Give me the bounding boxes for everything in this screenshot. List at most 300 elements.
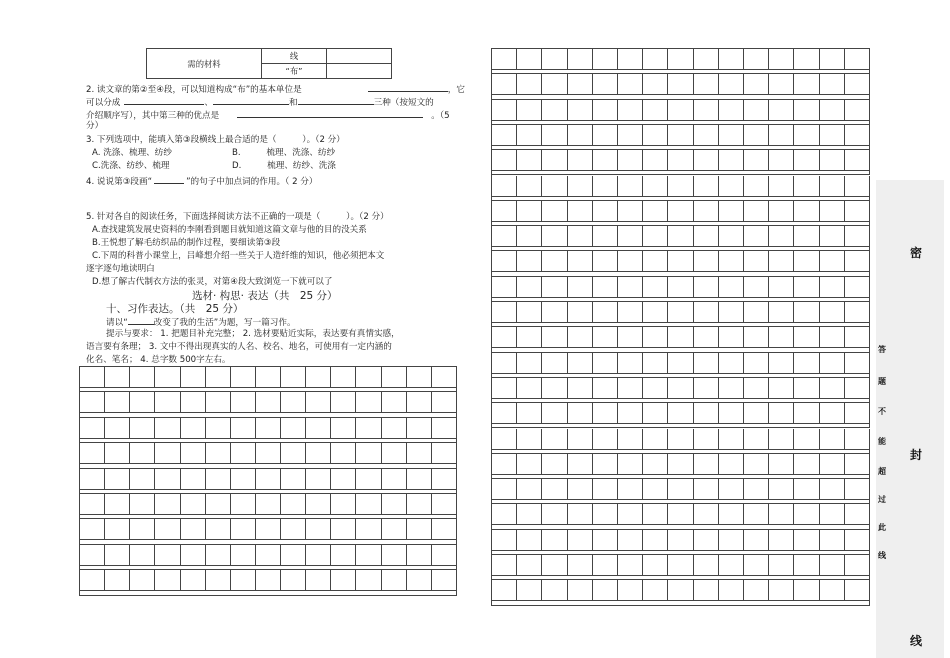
writing-box[interactable]: [542, 277, 567, 298]
writing-box[interactable]: [668, 378, 693, 399]
writing-box[interactable]: [820, 100, 845, 121]
writing-box[interactable]: [181, 570, 206, 591]
writing-box[interactable]: [331, 469, 356, 490]
writing-box[interactable]: [769, 580, 794, 601]
writing-box[interactable]: [643, 353, 668, 374]
writing-box[interactable]: [643, 251, 668, 272]
writing-box[interactable]: [769, 504, 794, 525]
writing-box[interactable]: [130, 570, 155, 591]
writing-box[interactable]: [105, 392, 130, 413]
writing-box[interactable]: [694, 327, 719, 348]
writing-box[interactable]: [769, 100, 794, 121]
writing-box[interactable]: [618, 201, 643, 222]
writing-box[interactable]: [769, 378, 794, 399]
writing-box[interactable]: [181, 367, 206, 388]
writing-box[interactable]: [744, 226, 769, 247]
writing-box[interactable]: [744, 251, 769, 272]
writing-box[interactable]: [845, 176, 870, 197]
writing-box[interactable]: [382, 367, 407, 388]
writing-box[interactable]: [432, 443, 457, 464]
writing-box[interactable]: [794, 555, 819, 576]
writing-box[interactable]: [719, 454, 744, 475]
writing-box[interactable]: [256, 469, 281, 490]
writing-box[interactable]: [492, 150, 517, 171]
writing-box[interactable]: [492, 251, 517, 272]
writing-box[interactable]: [331, 519, 356, 540]
writing-box[interactable]: [542, 479, 567, 500]
writing-box[interactable]: [744, 479, 769, 500]
writing-box[interactable]: [105, 443, 130, 464]
writing-box[interactable]: [820, 353, 845, 374]
writing-box[interactable]: [568, 226, 593, 247]
writing-box[interactable]: [492, 378, 517, 399]
writing-box[interactable]: [668, 100, 693, 121]
writing-box[interactable]: [542, 504, 567, 525]
writing-box[interactable]: [568, 403, 593, 424]
writing-box[interactable]: [694, 201, 719, 222]
writing-box[interactable]: [568, 454, 593, 475]
writing-box[interactable]: [130, 367, 155, 388]
writing-box[interactable]: [306, 519, 331, 540]
writing-box[interactable]: [568, 251, 593, 272]
writing-box[interactable]: [281, 367, 306, 388]
writing-box[interactable]: [105, 519, 130, 540]
writing-box[interactable]: [256, 494, 281, 515]
writing-box[interactable]: [744, 125, 769, 146]
writing-box[interactable]: [80, 443, 105, 464]
writing-box[interactable]: [306, 418, 331, 439]
writing-box[interactable]: [719, 277, 744, 298]
writing-box[interactable]: [719, 378, 744, 399]
answer-blank[interactable]: [124, 95, 204, 105]
writing-box[interactable]: [845, 226, 870, 247]
writing-box[interactable]: [845, 555, 870, 576]
writing-box[interactable]: [492, 125, 517, 146]
writing-box[interactable]: [155, 443, 180, 464]
writing-box[interactable]: [105, 570, 130, 591]
writing-box[interactable]: [281, 392, 306, 413]
writing-box[interactable]: [517, 49, 542, 70]
writing-box[interactable]: [845, 327, 870, 348]
writing-box[interactable]: [643, 403, 668, 424]
writing-box[interactable]: [432, 570, 457, 591]
writing-box[interactable]: [744, 580, 769, 601]
writing-box[interactable]: [668, 226, 693, 247]
writing-box[interactable]: [643, 378, 668, 399]
writing-box[interactable]: [206, 494, 231, 515]
writing-box[interactable]: [744, 353, 769, 374]
writing-box[interactable]: [568, 150, 593, 171]
writing-box[interactable]: [769, 277, 794, 298]
writing-box[interactable]: [492, 530, 517, 551]
writing-box[interactable]: [542, 302, 567, 323]
writing-box[interactable]: [356, 494, 381, 515]
writing-box[interactable]: [618, 176, 643, 197]
writing-box[interactable]: [694, 378, 719, 399]
writing-box[interactable]: [694, 454, 719, 475]
writing-box[interactable]: [794, 125, 819, 146]
writing-box[interactable]: [618, 378, 643, 399]
writing-box[interactable]: [794, 580, 819, 601]
writing-box[interactable]: [820, 302, 845, 323]
writing-box[interactable]: [794, 454, 819, 475]
writing-box[interactable]: [744, 201, 769, 222]
writing-box[interactable]: [593, 353, 618, 374]
writing-box[interactable]: [306, 469, 331, 490]
writing-box[interactable]: [668, 504, 693, 525]
writing-box[interactable]: [593, 454, 618, 475]
writing-box[interactable]: [643, 74, 668, 95]
writing-box[interactable]: [517, 429, 542, 450]
writing-box[interactable]: [181, 494, 206, 515]
writing-box[interactable]: [668, 353, 693, 374]
writing-box[interactable]: [256, 418, 281, 439]
writing-box[interactable]: [694, 251, 719, 272]
writing-box[interactable]: [492, 353, 517, 374]
writing-box[interactable]: [382, 443, 407, 464]
writing-box[interactable]: [542, 125, 567, 146]
writing-box[interactable]: [517, 74, 542, 95]
writing-box[interactable]: [432, 519, 457, 540]
writing-box[interactable]: [618, 150, 643, 171]
writing-box[interactable]: [694, 226, 719, 247]
writing-box[interactable]: [618, 125, 643, 146]
writing-box[interactable]: [719, 353, 744, 374]
writing-box[interactable]: [568, 530, 593, 551]
writing-box[interactable]: [331, 443, 356, 464]
writing-box[interactable]: [492, 201, 517, 222]
writing-box[interactable]: [306, 570, 331, 591]
writing-box[interactable]: [820, 530, 845, 551]
writing-box[interactable]: [206, 367, 231, 388]
writing-box[interactable]: [744, 277, 769, 298]
writing-box[interactable]: [306, 494, 331, 515]
writing-box[interactable]: [432, 469, 457, 490]
writing-box[interactable]: [668, 150, 693, 171]
writing-box[interactable]: [331, 418, 356, 439]
writing-box[interactable]: [568, 125, 593, 146]
writing-box[interactable]: [306, 545, 331, 566]
writing-box[interactable]: [231, 367, 256, 388]
writing-box[interactable]: [643, 100, 668, 121]
writing-box[interactable]: [820, 429, 845, 450]
writing-box[interactable]: [719, 176, 744, 197]
writing-box[interactable]: [80, 570, 105, 591]
writing-box[interactable]: [407, 392, 432, 413]
writing-box[interactable]: [331, 545, 356, 566]
composition-grid-right[interactable]: [491, 48, 870, 606]
writing-box[interactable]: [820, 226, 845, 247]
writing-box[interactable]: [794, 403, 819, 424]
writing-box[interactable]: [643, 226, 668, 247]
writing-box[interactable]: [593, 403, 618, 424]
writing-box[interactable]: [155, 519, 180, 540]
writing-box[interactable]: [256, 443, 281, 464]
writing-box[interactable]: [206, 392, 231, 413]
writing-box[interactable]: [517, 226, 542, 247]
writing-box[interactable]: [643, 49, 668, 70]
writing-box[interactable]: [769, 150, 794, 171]
writing-box[interactable]: [794, 353, 819, 374]
writing-box[interactable]: [105, 494, 130, 515]
writing-box[interactable]: [542, 176, 567, 197]
writing-box[interactable]: [407, 469, 432, 490]
writing-box[interactable]: [845, 378, 870, 399]
writing-box[interactable]: [432, 418, 457, 439]
writing-box[interactable]: [517, 479, 542, 500]
writing-box[interactable]: [744, 100, 769, 121]
writing-box[interactable]: [181, 519, 206, 540]
writing-box[interactable]: [306, 443, 331, 464]
writing-box[interactable]: [105, 367, 130, 388]
writing-box[interactable]: [517, 327, 542, 348]
writing-box[interactable]: [769, 302, 794, 323]
writing-box[interactable]: [694, 429, 719, 450]
writing-box[interactable]: [719, 580, 744, 601]
writing-box[interactable]: [542, 49, 567, 70]
writing-box[interactable]: [542, 327, 567, 348]
writing-box[interactable]: [206, 418, 231, 439]
writing-box[interactable]: [794, 302, 819, 323]
writing-box[interactable]: [744, 74, 769, 95]
writing-box[interactable]: [130, 494, 155, 515]
writing-box[interactable]: [618, 226, 643, 247]
writing-box[interactable]: [668, 176, 693, 197]
writing-box[interactable]: [593, 49, 618, 70]
writing-box[interactable]: [593, 100, 618, 121]
writing-box[interactable]: [492, 504, 517, 525]
writing-box[interactable]: [80, 392, 105, 413]
writing-box[interactable]: [719, 327, 744, 348]
writing-box[interactable]: [845, 49, 870, 70]
writing-box[interactable]: [820, 454, 845, 475]
writing-box[interactable]: [845, 403, 870, 424]
writing-box[interactable]: [231, 443, 256, 464]
writing-box[interactable]: [618, 353, 643, 374]
writing-box[interactable]: [694, 504, 719, 525]
writing-box[interactable]: [356, 545, 381, 566]
writing-box[interactable]: [719, 100, 744, 121]
writing-box[interactable]: [568, 504, 593, 525]
writing-box[interactable]: [643, 125, 668, 146]
writing-box[interactable]: [256, 570, 281, 591]
writing-box[interactable]: [794, 429, 819, 450]
writing-box[interactable]: [492, 49, 517, 70]
writing-box[interactable]: [492, 580, 517, 601]
writing-box[interactable]: [331, 570, 356, 591]
writing-box[interactable]: [794, 176, 819, 197]
writing-box[interactable]: [668, 49, 693, 70]
writing-box[interactable]: [719, 479, 744, 500]
writing-box[interactable]: [668, 74, 693, 95]
writing-box[interactable]: [542, 555, 567, 576]
writing-box[interactable]: [820, 555, 845, 576]
writing-box[interactable]: [593, 277, 618, 298]
writing-box[interactable]: [794, 327, 819, 348]
writing-box[interactable]: [643, 277, 668, 298]
writing-box[interactable]: [794, 74, 819, 95]
writing-box[interactable]: [694, 150, 719, 171]
writing-box[interactable]: [155, 392, 180, 413]
writing-box[interactable]: [181, 469, 206, 490]
writing-box[interactable]: [794, 277, 819, 298]
writing-box[interactable]: [382, 570, 407, 591]
writing-box[interactable]: [356, 443, 381, 464]
writing-box[interactable]: [517, 580, 542, 601]
writing-box[interactable]: [643, 176, 668, 197]
writing-box[interactable]: [568, 353, 593, 374]
writing-box[interactable]: [820, 580, 845, 601]
writing-box[interactable]: [694, 403, 719, 424]
writing-box[interactable]: [492, 403, 517, 424]
writing-box[interactable]: [719, 530, 744, 551]
writing-box[interactable]: [593, 150, 618, 171]
writing-box[interactable]: [155, 367, 180, 388]
writing-box[interactable]: [769, 226, 794, 247]
answer-blank[interactable]: [368, 82, 448, 92]
writing-box[interactable]: [542, 454, 567, 475]
writing-box[interactable]: [181, 443, 206, 464]
writing-box[interactable]: [80, 367, 105, 388]
writing-box[interactable]: [593, 530, 618, 551]
writing-box[interactable]: [382, 418, 407, 439]
writing-box[interactable]: [694, 302, 719, 323]
writing-box[interactable]: [206, 519, 231, 540]
writing-box[interactable]: [820, 403, 845, 424]
writing-box[interactable]: [593, 327, 618, 348]
writing-box[interactable]: [794, 378, 819, 399]
writing-box[interactable]: [643, 530, 668, 551]
writing-box[interactable]: [281, 469, 306, 490]
writing-box[interactable]: [492, 454, 517, 475]
writing-box[interactable]: [492, 479, 517, 500]
writing-box[interactable]: [568, 580, 593, 601]
writing-box[interactable]: [593, 201, 618, 222]
writing-box[interactable]: [744, 429, 769, 450]
writing-box[interactable]: [492, 226, 517, 247]
writing-box[interactable]: [593, 555, 618, 576]
writing-box[interactable]: [432, 545, 457, 566]
writing-box[interactable]: [668, 555, 693, 576]
writing-box[interactable]: [820, 251, 845, 272]
writing-box[interactable]: [744, 176, 769, 197]
writing-box[interactable]: [618, 403, 643, 424]
writing-box[interactable]: [517, 378, 542, 399]
writing-box[interactable]: [845, 251, 870, 272]
writing-box[interactable]: [517, 125, 542, 146]
writing-box[interactable]: [281, 519, 306, 540]
writing-box[interactable]: [80, 469, 105, 490]
writing-box[interactable]: [181, 545, 206, 566]
writing-box[interactable]: [719, 74, 744, 95]
writing-box[interactable]: [517, 100, 542, 121]
writing-box[interactable]: [281, 494, 306, 515]
writing-box[interactable]: [517, 150, 542, 171]
writing-box[interactable]: [593, 125, 618, 146]
writing-box[interactable]: [643, 479, 668, 500]
writing-box[interactable]: [618, 302, 643, 323]
writing-box[interactable]: [845, 74, 870, 95]
writing-box[interactable]: [568, 49, 593, 70]
writing-box[interactable]: [845, 479, 870, 500]
writing-box[interactable]: [593, 74, 618, 95]
writing-box[interactable]: [668, 530, 693, 551]
writing-box[interactable]: [568, 277, 593, 298]
writing-box[interactable]: [719, 201, 744, 222]
writing-box[interactable]: [618, 100, 643, 121]
writing-box[interactable]: [668, 479, 693, 500]
writing-box[interactable]: [517, 353, 542, 374]
writing-box[interactable]: [206, 545, 231, 566]
writing-box[interactable]: [593, 479, 618, 500]
writing-box[interactable]: [568, 201, 593, 222]
writing-box[interactable]: [181, 418, 206, 439]
writing-box[interactable]: [492, 74, 517, 95]
writing-box[interactable]: [568, 327, 593, 348]
writing-box[interactable]: [407, 570, 432, 591]
writing-box[interactable]: [130, 392, 155, 413]
writing-box[interactable]: [542, 226, 567, 247]
writing-box[interactable]: [568, 302, 593, 323]
writing-box[interactable]: [845, 100, 870, 121]
writing-box[interactable]: [356, 367, 381, 388]
writing-box[interactable]: [845, 580, 870, 601]
writing-box[interactable]: [744, 302, 769, 323]
writing-box[interactable]: [820, 378, 845, 399]
writing-box[interactable]: [794, 479, 819, 500]
writing-box[interactable]: [769, 454, 794, 475]
writing-box[interactable]: [643, 454, 668, 475]
writing-box[interactable]: [206, 469, 231, 490]
writing-box[interactable]: [206, 570, 231, 591]
writing-box[interactable]: [407, 494, 432, 515]
writing-box[interactable]: [382, 494, 407, 515]
writing-box[interactable]: [769, 429, 794, 450]
writing-box[interactable]: [769, 353, 794, 374]
writing-box[interactable]: [694, 125, 719, 146]
writing-box[interactable]: [694, 74, 719, 95]
writing-box[interactable]: [719, 226, 744, 247]
writing-box[interactable]: [744, 327, 769, 348]
writing-box[interactable]: [618, 327, 643, 348]
writing-box[interactable]: [231, 519, 256, 540]
writing-box[interactable]: [769, 530, 794, 551]
writing-box[interactable]: [719, 251, 744, 272]
writing-box[interactable]: [80, 519, 105, 540]
writing-box[interactable]: [568, 100, 593, 121]
writing-box[interactable]: [618, 74, 643, 95]
writing-box[interactable]: [382, 545, 407, 566]
writing-box[interactable]: [845, 353, 870, 374]
writing-box[interactable]: [593, 378, 618, 399]
writing-box[interactable]: [820, 504, 845, 525]
writing-box[interactable]: [694, 100, 719, 121]
writing-box[interactable]: [492, 277, 517, 298]
writing-box[interactable]: [231, 469, 256, 490]
writing-box[interactable]: [256, 392, 281, 413]
writing-box[interactable]: [744, 403, 769, 424]
writing-box[interactable]: [492, 302, 517, 323]
writing-box[interactable]: [794, 226, 819, 247]
writing-box[interactable]: [331, 367, 356, 388]
writing-box[interactable]: [694, 530, 719, 551]
writing-box[interactable]: [694, 479, 719, 500]
writing-box[interactable]: [356, 392, 381, 413]
writing-box[interactable]: [593, 251, 618, 272]
writing-box[interactable]: [568, 74, 593, 95]
writing-box[interactable]: [256, 545, 281, 566]
writing-box[interactable]: [668, 251, 693, 272]
